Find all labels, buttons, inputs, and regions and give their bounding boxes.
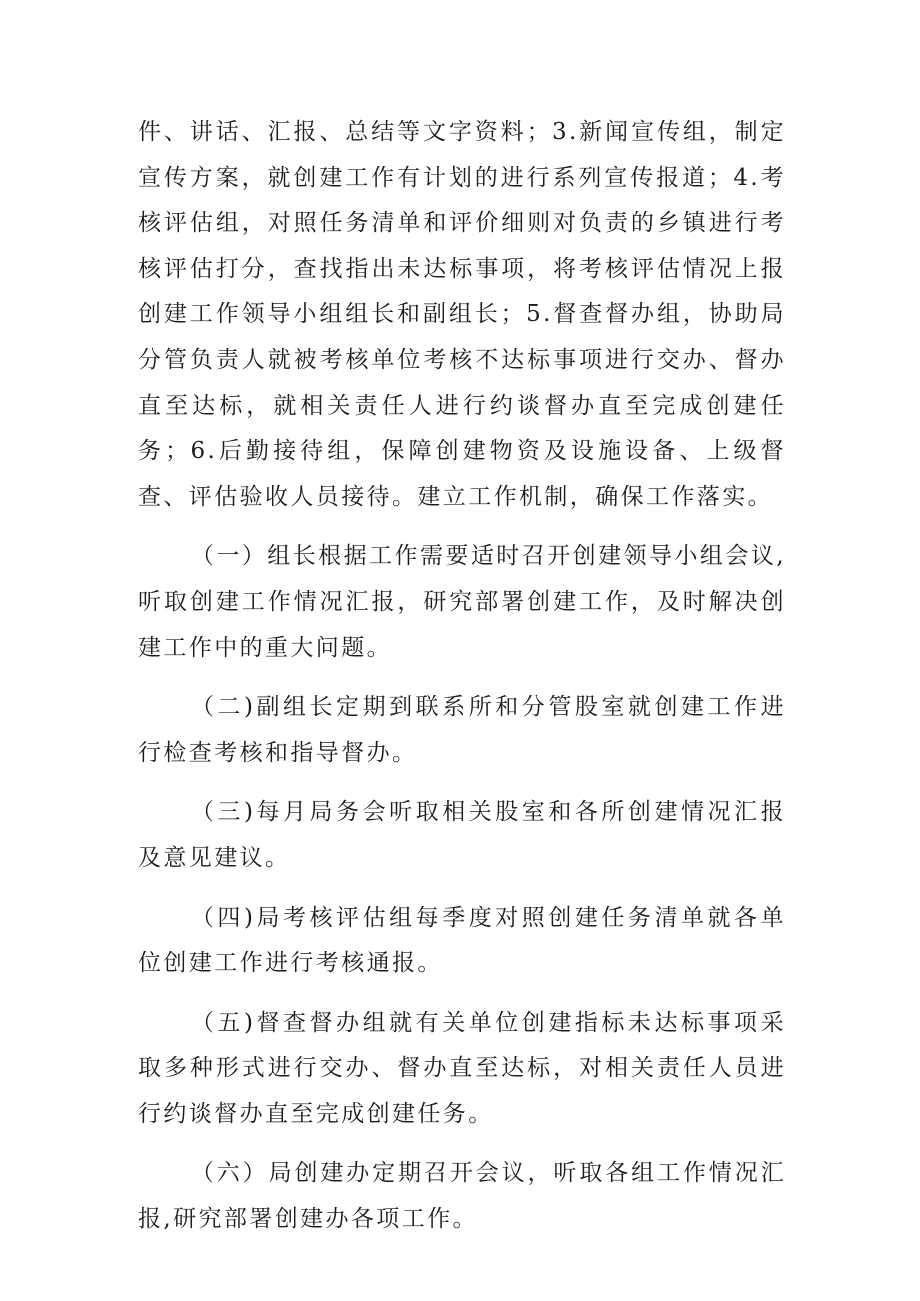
paragraph-item-5: （五)督查督办组就有关单位创建指标未达标事项采取多种形式进行交办、督办直至达标，对相关责任人员进行约谈督办直至完成创建任务。 <box>138 1009 786 1127</box>
paragraph-item-2: （二)副组长定期到联系所和分管股室就创建工作进行检查考核和指导督办。 <box>138 694 786 766</box>
paragraph-item-3: （三)每月局务会听取相关股室和各所创建情况汇报及意见建议。 <box>138 799 786 871</box>
document-body <box>138 110 786 1243</box>
paragraph-item-6: （六）局创建办定期召开会议，听取各组工作情况汇报,研究部署创建办各项工作。 <box>138 1160 786 1233</box>
paragraph-continuation: 件、讲话、汇报、总结等文字资料；3.新闻宣传组，制定宣传方案，就创建工作有计划的进行系列宣传报道；4.考核评估组，对照任务清单和评价细则对负责的乡镇进行考核评估打分，查找指出未达标事项，将考核评估情况上报创建工作领导小组组长和副组长；5.督查督办组，协助局分管负责人就被考核单位考核不达标事项进行交办、督办直至达标，就相关责任人进行约谈督办直至完成创建任务；6.后勤接待组，保障创建物资及设施设备、上级督查、评估验收人员接待。建立工作机制，确保工作落实。 <box>138 119 786 510</box>
paragraph-item-4: （四)局考核评估组每季度对照创建任务清单就各单位创建工作进行考核通报。 <box>138 904 786 977</box>
paragraph-item-1: （一）组长根据工作需要适时召开创建领导小组会议,听取创建工作情况汇报，研究部署创建工作，及时解决创建工作中的重大问题。 <box>138 543 786 661</box>
